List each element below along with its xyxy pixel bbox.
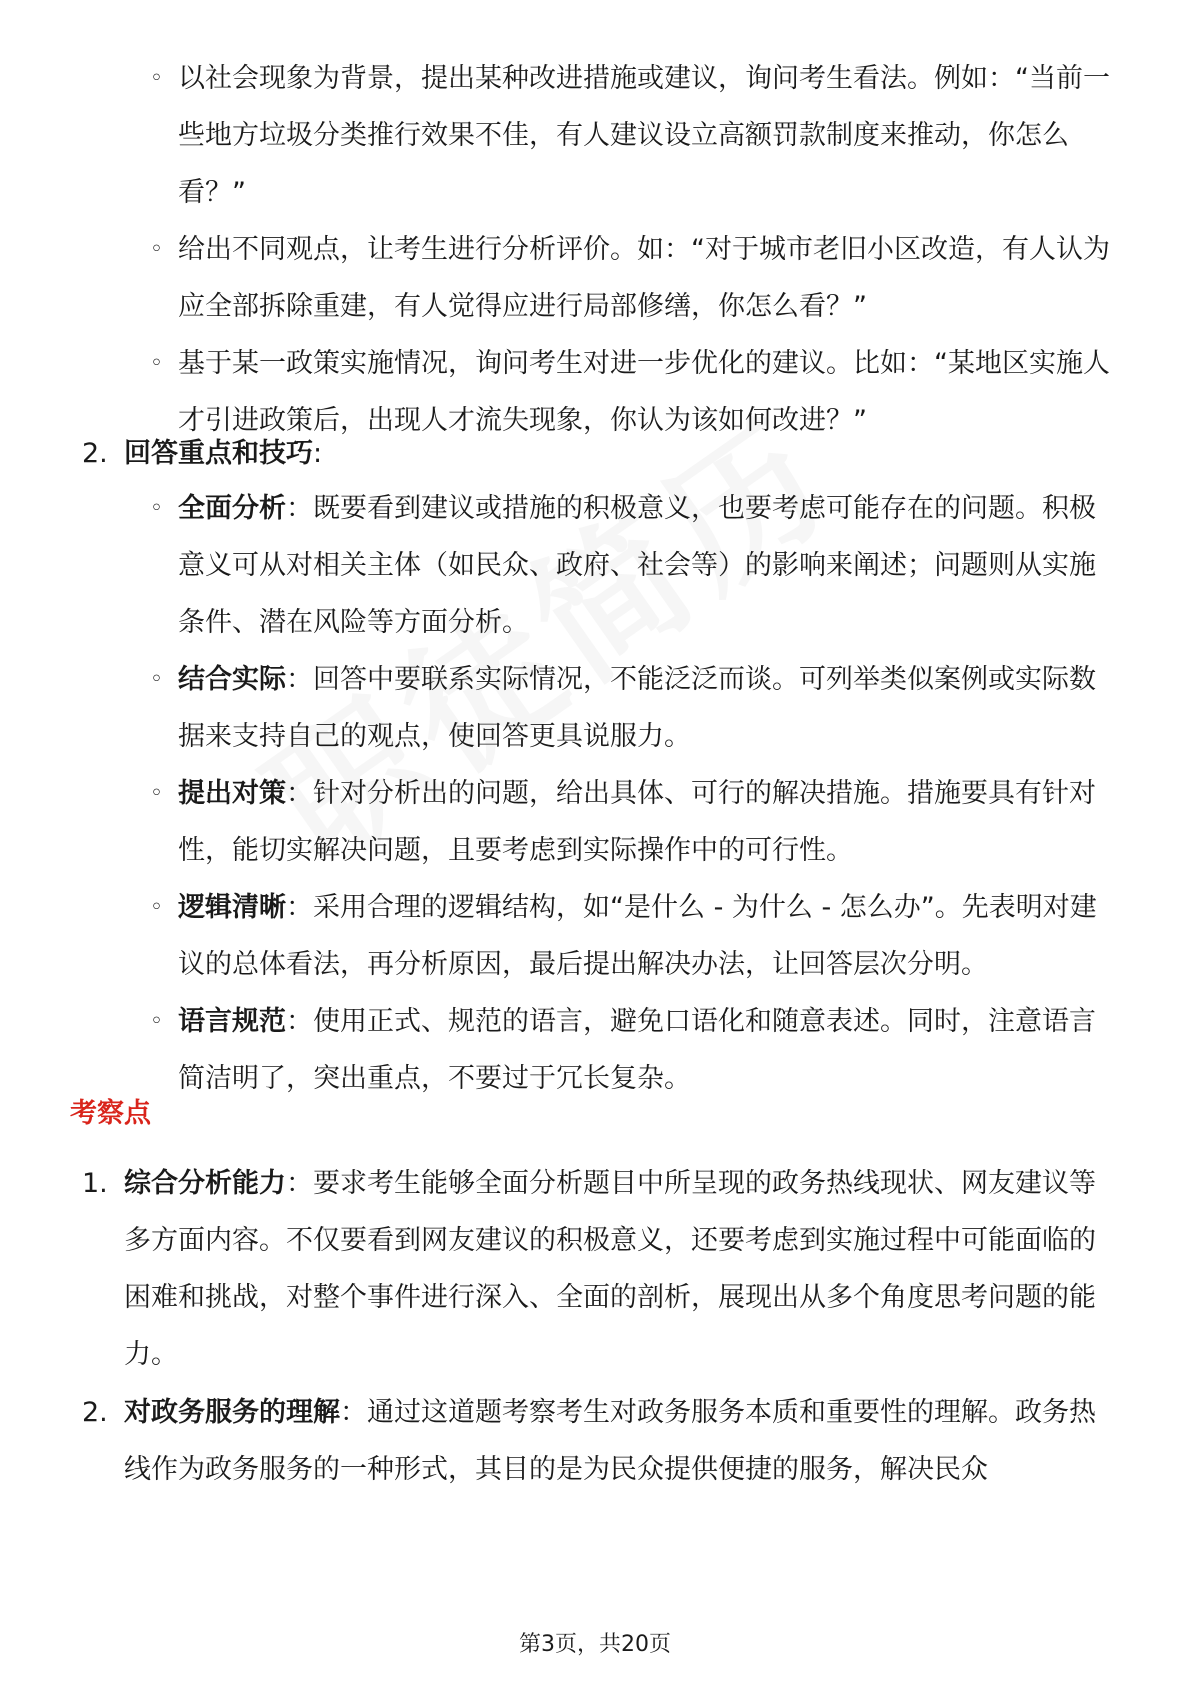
heading-title: 回答重点和技巧 xyxy=(124,438,313,469)
circle-bullet-icon: ◦ xyxy=(150,1009,163,1034)
page-footer: 第3页，共20页 xyxy=(519,1632,671,1657)
list-item xyxy=(150,221,1110,335)
tip-title-prefix: 提出 xyxy=(178,778,232,809)
circle-bullet-icon: ◦ xyxy=(150,66,163,91)
tip-text: ：针对分析出的问题，给出具体、可行的解决措施。措施要具有针对性，能切实解决问题，且要考虑到实际操作中的可行性。 xyxy=(178,778,1096,866)
tip-text: ：既要看到建议或措施的积极意义，也要考虑可能存在的问题。积极意义可从对相关主体（如民众、政府、社会等）的影响来阐述；问题则从实施条件、潜在风险等方面分析。 xyxy=(178,493,1096,638)
section-title: 考察点 xyxy=(70,1098,151,1129)
list-item-text: 以社会现象为背景，提出某种改进措施或建议，询问考生看法。例如：“当前一些地方垃圾分类推行效果不佳，有人建议设立高额罚款制度来推动，你怎么看？” xyxy=(178,63,1110,208)
tip-text: ：使用正式、规范的语言，避免口语化和随意表述。同时，注意语言简洁明了，突出重点，不要过于冗长复杂。 xyxy=(178,1006,1096,1094)
circle-bullet-icon: ◦ xyxy=(150,351,163,376)
heading-colon: : xyxy=(313,438,323,469)
circle-bullet-icon: ◦ xyxy=(150,895,163,920)
tip-text: ：采用合理的逻辑结构，如“是什么 - 为什么 - 怎么办”。先表明对建议的总体看法，再分析原因，最后提出解决办法，让回答层次分明。 xyxy=(178,892,1097,980)
tips-list xyxy=(150,480,1110,1107)
list-item xyxy=(150,993,1110,1107)
point-title: 对政务服务的理解 xyxy=(124,1397,340,1428)
list-item xyxy=(150,651,1110,765)
list-number: 2. xyxy=(82,438,108,469)
tip-title: 全面分析 xyxy=(178,493,286,524)
tip-title: 对策 xyxy=(232,778,286,809)
list-item xyxy=(82,1384,1112,1498)
point-text: ：要求考生能够全面分析题目中所呈现的政务热线现状、网友建议等多方面内容。不仅要看到网友建议的积极意义，还要考虑到实施过程中可能面临的困难和挑战，对整个事件进行深入、全面的剖析，展现出从多个角度思考问题的能力。 xyxy=(124,1168,1096,1370)
list-item-text: 基于某一政策实施情况，询问考生对进一步优化的建议。比如：“某地区实施人才引进政策后，出现人才流失现象，你认为该如何改进？” xyxy=(178,348,1110,436)
list-item xyxy=(82,1155,1112,1383)
tip-title: 结合实际 xyxy=(178,664,286,695)
point-title: 综合分析能力 xyxy=(124,1168,286,1199)
question-type-list xyxy=(150,50,1110,449)
list-item xyxy=(150,879,1110,993)
circle-bullet-icon: ◦ xyxy=(150,667,163,692)
list-item-text: 给出不同观点，让考生进行分析评价。如：“对于城市老旧小区改造，有人认为应全部拆除重建，有人觉得应进行局部修缮，你怎么看？” xyxy=(178,234,1110,322)
tip-title: 逻辑清晰 xyxy=(178,892,286,923)
circle-bullet-icon: ◦ xyxy=(150,496,163,521)
numbered-heading xyxy=(82,425,1112,482)
circle-bullet-icon: ◦ xyxy=(150,237,163,262)
list-item xyxy=(150,765,1110,879)
list-number: 1. xyxy=(82,1168,108,1199)
tip-text: ：回答中要联系实际情况，不能泛泛而谈。可列举类似案例或实际数据来支持自己的观点，使回答更具说服力。 xyxy=(178,664,1096,752)
circle-bullet-icon: ◦ xyxy=(150,781,163,806)
point-text: ：通过这道题考察考生对政务服务本质和重要性的理解。政务热线作为政务服务的一种形式，其目的是为民众提供便捷的服务，解决民众 xyxy=(124,1397,1096,1485)
list-number: 2. xyxy=(82,1397,108,1428)
tip-title: 语言规范 xyxy=(178,1006,286,1037)
list-item xyxy=(150,50,1110,221)
list-item xyxy=(150,480,1110,651)
